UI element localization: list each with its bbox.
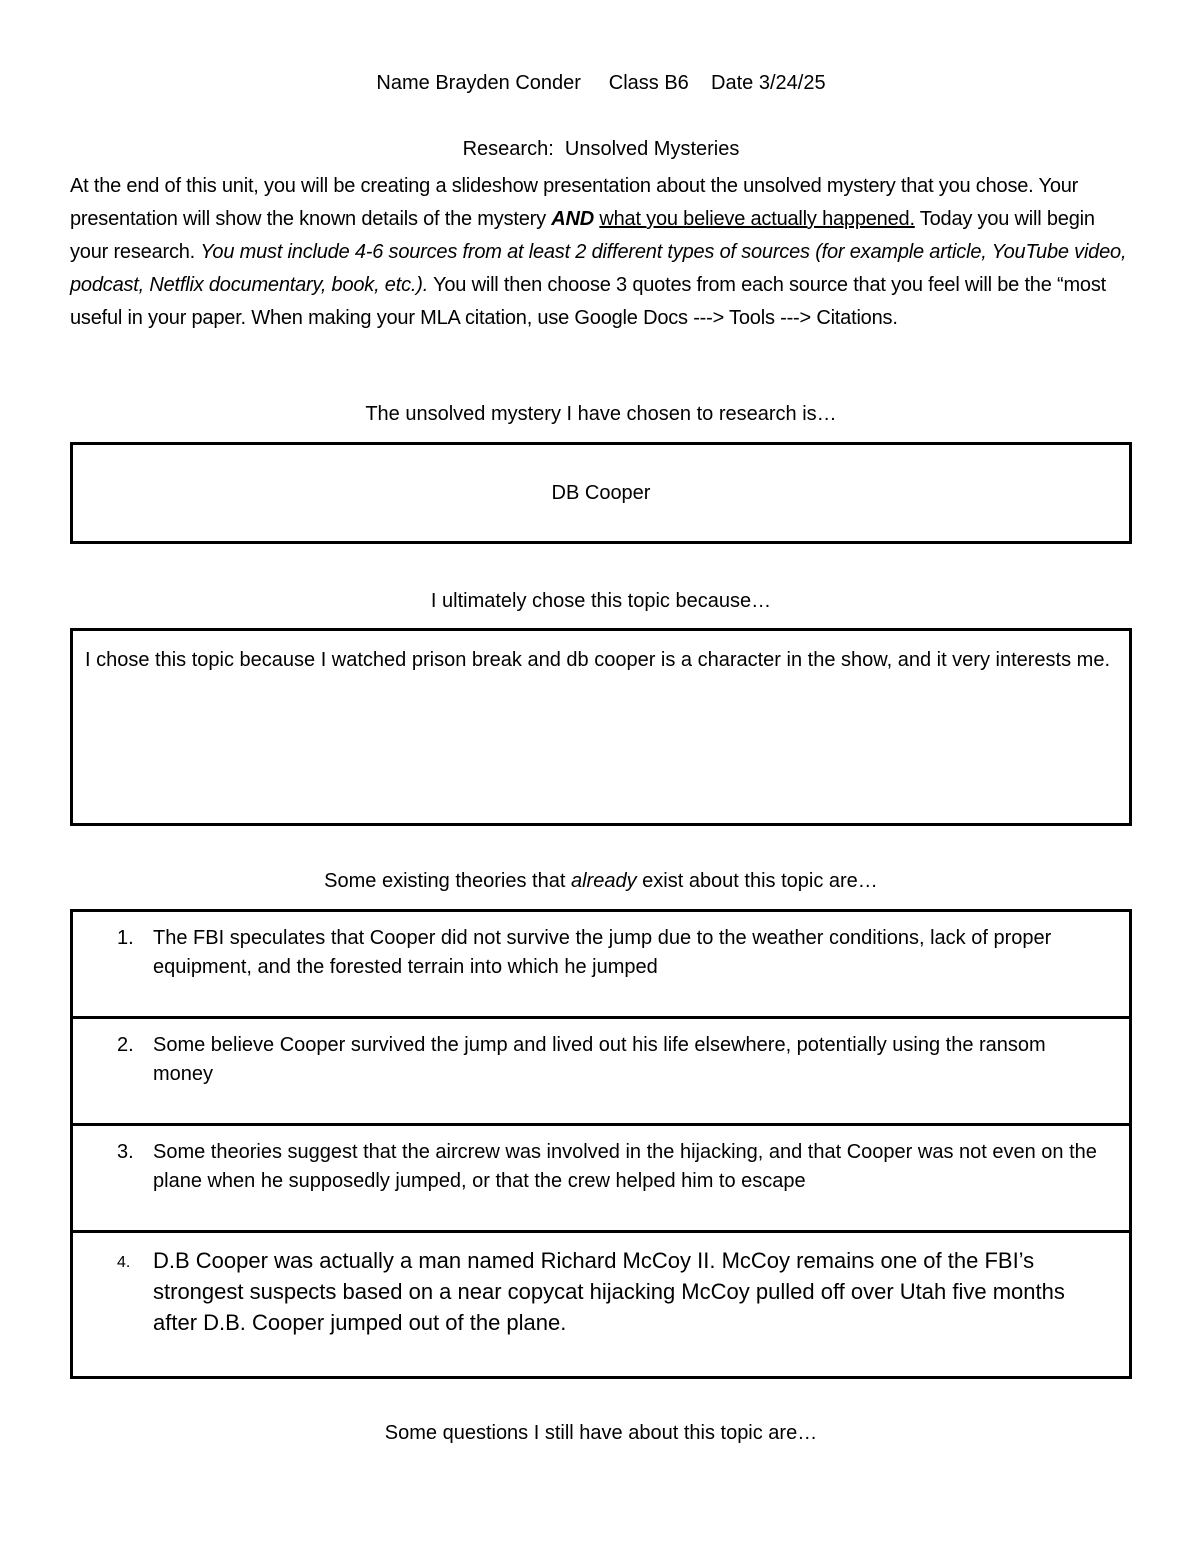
intro-text-2: Today you will begin your research. [70, 208, 1095, 263]
questions-prompt: Some questions I still have about this topic are… [384, 1422, 818, 1444]
page-title: Research: Unsolved Mysteries [462, 138, 740, 160]
name-value: Brayden Conder [435, 72, 581, 94]
mystery-prompt: The unsolved mystery I have chosen to research is… [365, 403, 837, 425]
theory-row-2[interactable] [73, 1019, 1129, 1126]
theory-text: D.B Cooper was actually a man named Richard McCoy II. McCoy remains one of the FBI’s strongest suspects based on a near copycat hijacking McCoy pulled off over Utah five months after D.B. Cooper jumped out of the plane. [153, 1248, 1065, 1335]
theory-number: 4. [117, 1254, 131, 1271]
theories-prompt-emphasis: already [570, 870, 637, 892]
theory-text: The FBI speculates that Cooper did not survive the jump due to the weather conditions, lack of proper equipment, and the forested terrain into which he jumped [153, 927, 1052, 978]
intro-and: AND [551, 208, 594, 230]
reason-prompt: I ultimately chose this topic because… [430, 590, 772, 612]
theory-row-3[interactable] [73, 1126, 1129, 1233]
reason-answer: I chose this topic because I watched prison break and db cooper is a character in the show, and it very interests me. [85, 649, 1110, 671]
date-value: 3/24/25 [758, 72, 826, 94]
theory-row-1[interactable] [73, 912, 1129, 1019]
class-label: Class [608, 72, 659, 94]
mystery-answer-box[interactable] [70, 442, 1132, 544]
header-line [70, 72, 1132, 95]
theories-prompt-pre: Some existing theories that [324, 870, 571, 892]
theories-table [70, 909, 1132, 1379]
intro-italic: You must include 4-6 sources from at least 2 different types of sources (for example article, YouTube video, podcast, Netflix documentary, book, etc.). [70, 241, 1127, 296]
theory-number: 2. [117, 1034, 134, 1056]
intro-underlined: what you believe actually happened. [599, 208, 915, 230]
name-label: Name [376, 72, 430, 94]
theories-prompt [70, 870, 1132, 893]
intro-text-3: You will then choose 3 quotes from each source that you feel will be the “most useful in your paper. When making your MLA citation, use Google Docs ---> Tools ---> Citations. [70, 274, 1107, 329]
theory-text: Some theories suggest that the aircrew was involved in the hijacking, and that Cooper was not even on the plane when he supposedly jumped, or that the crew helped him to escape [153, 1141, 1097, 1192]
class-value: B6 [664, 72, 689, 94]
theory-number: 3. [117, 1141, 134, 1163]
intro-text-1: At the end of this unit, you will be creating a slideshow presentation about the unsolved mystery that you chose. Your presentation will show the known details of the mystery [70, 175, 1079, 230]
intro-paragraph [70, 170, 1132, 335]
theory-number: 1. [117, 927, 134, 949]
reason-answer-box[interactable] [70, 628, 1132, 826]
theory-text: Some believe Cooper survived the jump and lived out his life elsewhere, potentially using the ransom money [153, 1034, 1046, 1085]
date-label: Date [711, 72, 754, 94]
mystery-answer: DB Cooper [551, 481, 651, 504]
theory-row-4[interactable] [73, 1233, 1129, 1381]
theories-prompt-post: exist about this topic are… [636, 870, 878, 892]
